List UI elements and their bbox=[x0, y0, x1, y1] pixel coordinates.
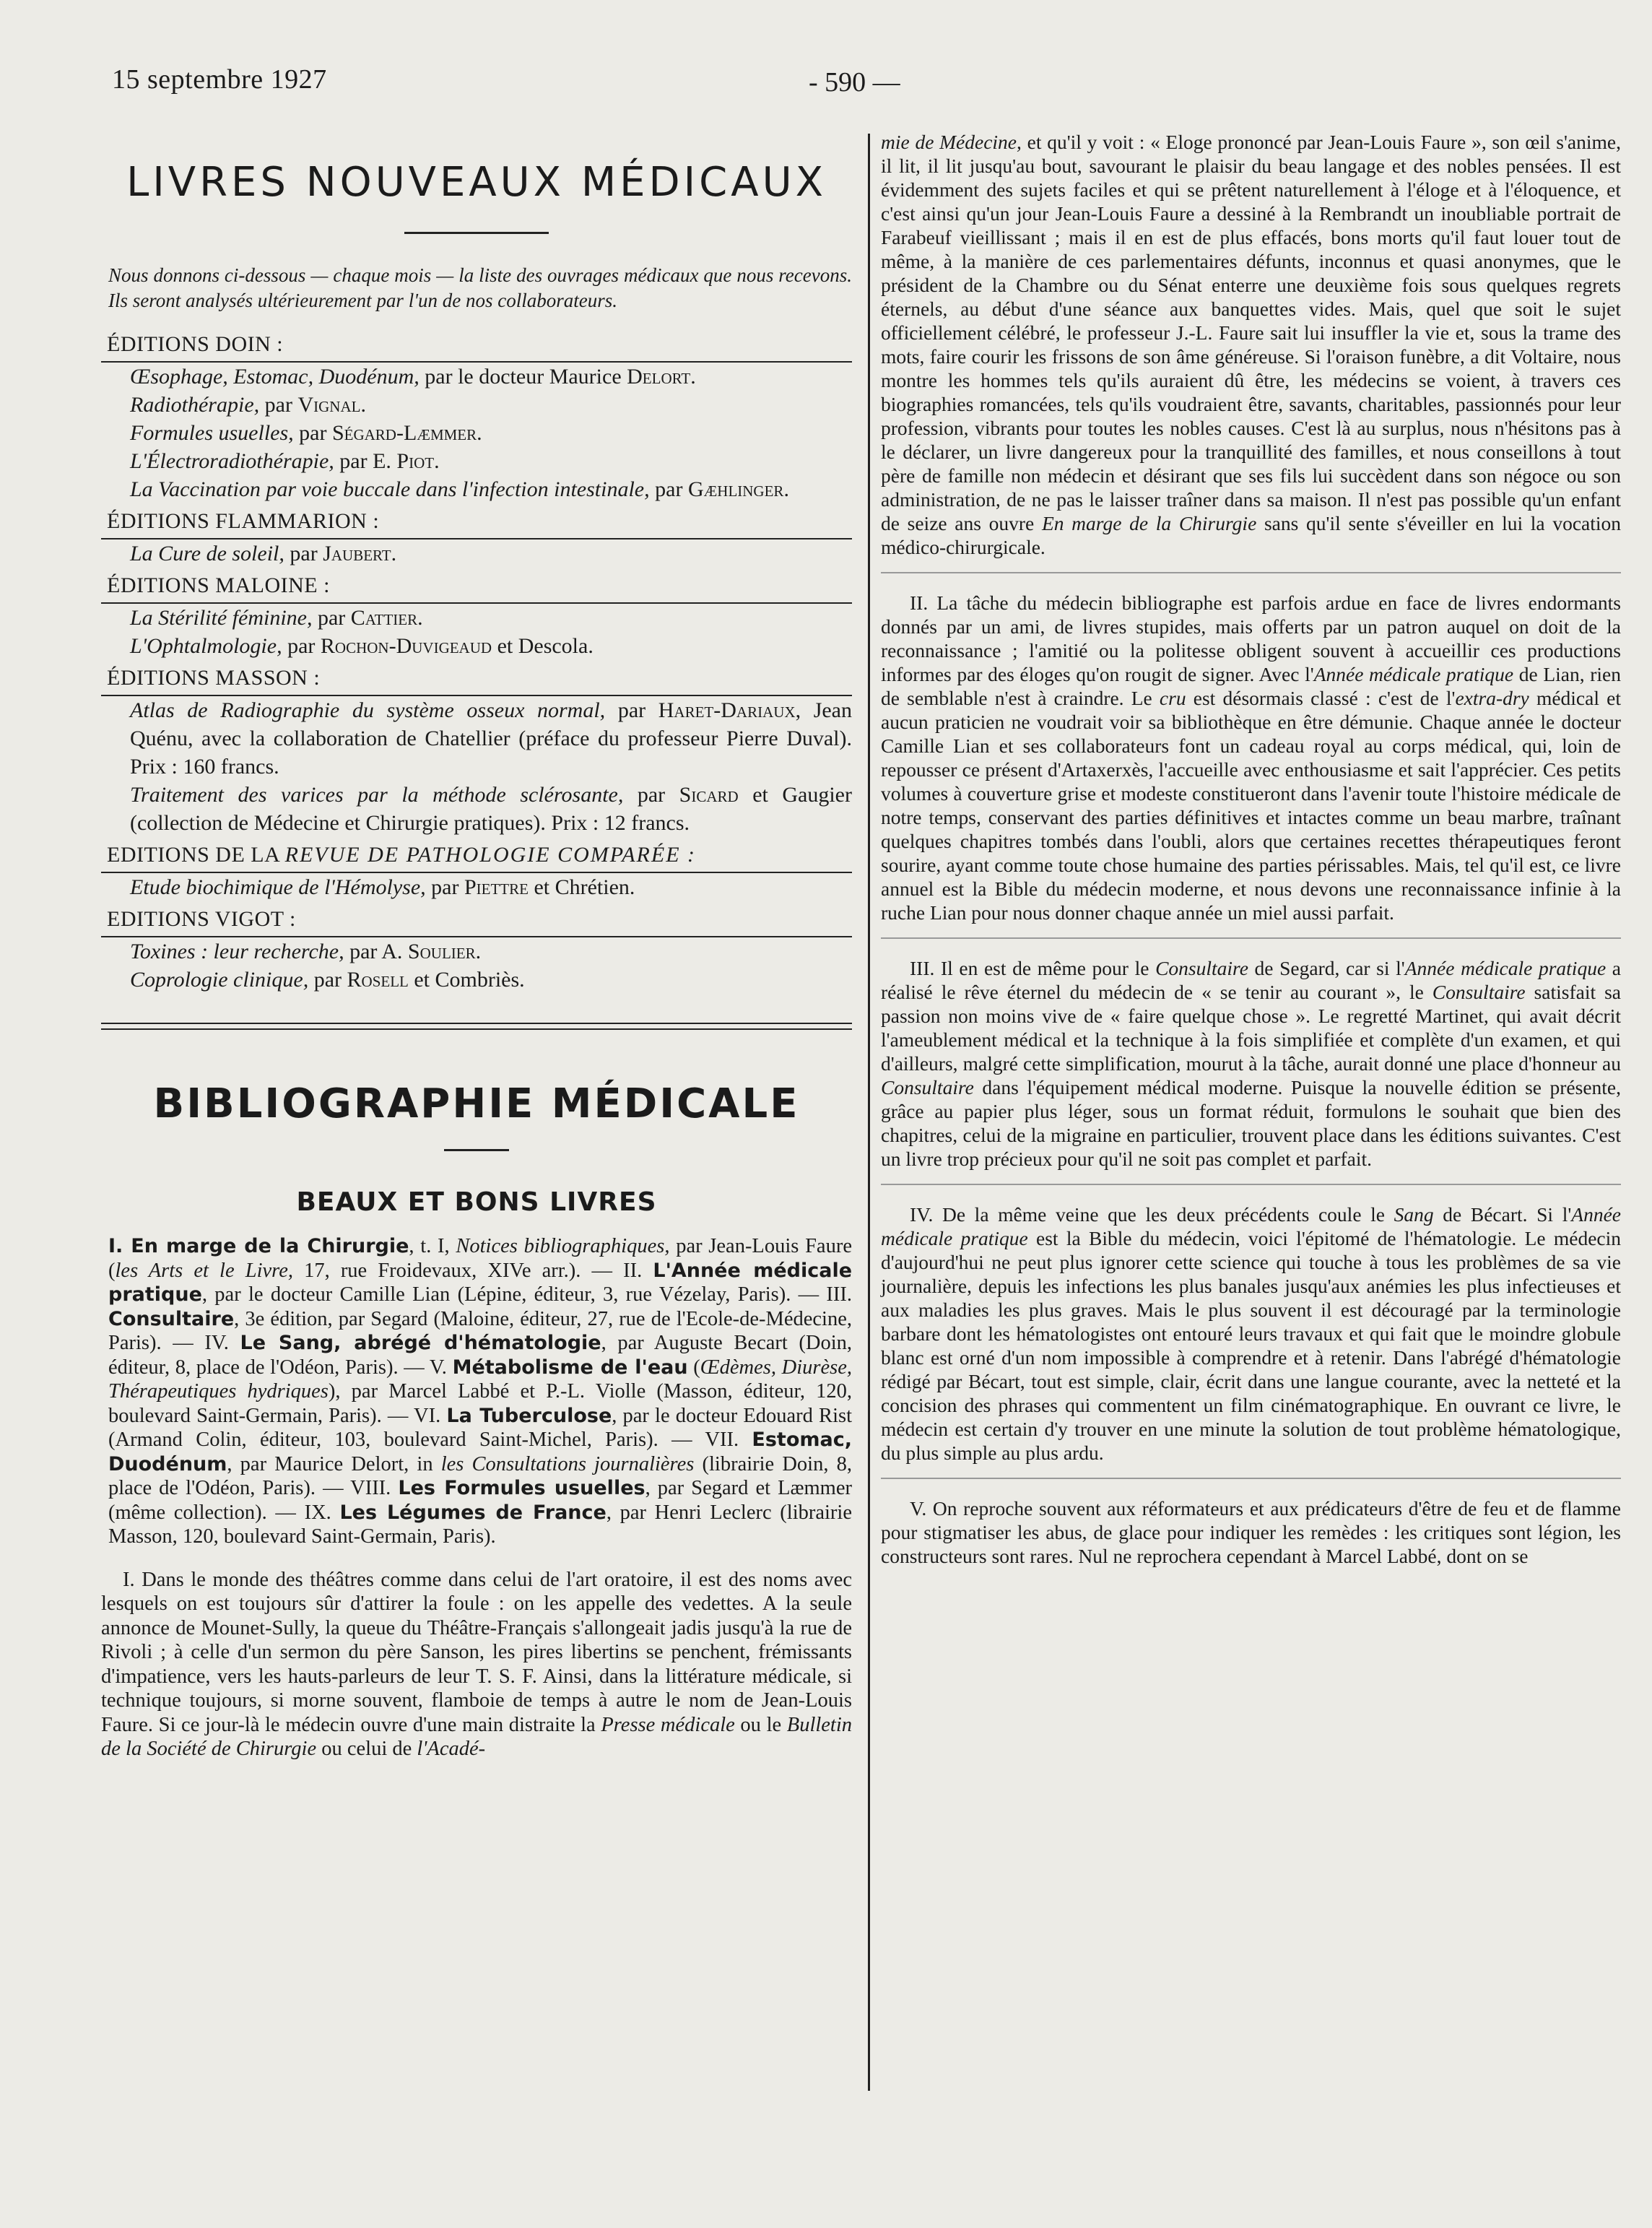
page-number: - 590 — bbox=[809, 67, 900, 97]
book-entry: Atlas de Radiographie du système osseux normal, par Haret-Dariaux, Jean Quénu, avec la collaboration de Chatellier (préface du professeur Pierre Duval). Prix : 160 francs. bbox=[130, 698, 852, 779]
italic-text: l'Acadé- bbox=[417, 1738, 486, 1760]
column-divider bbox=[868, 134, 870, 2091]
book-author: Piot bbox=[396, 449, 435, 473]
book-entry: L'Ophtalmologie, par Rochon-Duvigeaud et Descola. bbox=[130, 634, 594, 658]
paragraph-separator bbox=[881, 937, 1621, 939]
book-entry: La Stérilité féminine, par Cattier. bbox=[130, 606, 423, 630]
italic-text: Année médicale pratique bbox=[881, 1203, 1622, 1249]
right-column bbox=[881, 130, 1621, 1568]
review-paragraph: III. Il en est de même pour le Consultaire de Segard, car si l'Année médicale pratique a réalisé le rêve éternel du médecin de « se tenir au courant », le Consultaire satisfait sa passion non moins vive de « faire quelque chose ». Le regretté Martinet, qui avait décrit l'ameublement médical et la technique à la fois simplifiée et complète d'un examen, et qui d'ailleurs, malgré cette simplification, mourut à la tâche, aurait donné une place d'honneur au Consultaire dans l'équipement médical moderne. Puisque la nouvelle édition se présente, grâce au papier plus léger, sous un format réduit, formulons le souhait que bien des chapitres, celui de la migraine en particulier, trouvent place dans les éditions suivantes. C'est un livre trop précieux pour qu'il ne soit pas complet et parfait. bbox=[881, 957, 1621, 1170]
book-title: Œsophage, Estomac, Duodénum, bbox=[130, 365, 419, 389]
book-title: Coprologie clinique, bbox=[130, 968, 309, 992]
book-title: Toxines : leur recherche, bbox=[130, 940, 344, 963]
italic-text: Presse médicale bbox=[601, 1713, 735, 1736]
book-title: L'Électroradiothérapie, bbox=[130, 449, 334, 473]
book-author: Sicard bbox=[679, 783, 739, 807]
book-title: Etude biochimique de l'Hémolyse, bbox=[130, 875, 426, 899]
book-title: Consultaire bbox=[108, 1307, 235, 1330]
publisher-journal-name: REVUE DE PATHOLOGIE COMPARÉE : bbox=[284, 843, 697, 867]
livres-intro: Nous donnons ci-dessous — chaque mois — la liste des ouvrages médicaux que nous recevons. Ils seront analysés ultérieurement par l'un de nos collaborateurs. bbox=[108, 264, 852, 311]
book-author: Vignal bbox=[297, 393, 361, 417]
book-title: Les Formules usuelles bbox=[398, 1477, 645, 1499]
book-title: Estomac, Duodénum bbox=[108, 1429, 852, 1475]
bibliographie-title: BIBLIOGRAPHIE MÉDICALE bbox=[153, 1080, 800, 1127]
book-author: Gæhlinger bbox=[687, 477, 784, 501]
book-title: Les Légumes de France bbox=[339, 1501, 607, 1524]
book-title: Radiothérapie, bbox=[130, 393, 260, 417]
header-date: 15 septembre 1927 bbox=[112, 64, 327, 95]
italic-text: mie de Médecine, bbox=[881, 131, 1022, 153]
italic-text: Bulletin de la Société de Chirurgie bbox=[101, 1713, 853, 1760]
italic-text: Année médicale pratique bbox=[1404, 957, 1607, 979]
italic-text: les Arts et le Livre, bbox=[115, 1259, 293, 1282]
review-paragraph: II. La tâche du médecin bibliographe est parfois ardue en face de livres endormants donnés par un ami, de livres stupides, mais offerts par un patron auquel on doit de la reconnaissance ; l'amitié ou la politesse obligent souvent à accueillir ces productions informes par des éloges qu'on rougit de signer. Avec l'Année médicale pratique de Lian, rien de semblable n'est à craindre. Le cru est désormais classé : c'est de l'extra-dry médical et aucun praticien ne voudrait voir sa bibliothèque en être démunie. Chaque année le docteur Camille Lian et ses collaborateurs font un cadeau royal au corps médical, qui, loin de repousser ce présent d'Artaxerxès, l'accueille avec enthousiasme et sait l'apprécier. Ces petits volumes à couverture grise et modeste constitueront dans l'avenir toute l'histoire médicale de notre temps, conservant des parties définitives et intactes comme un beau marbre, traînant quelques chapitres tombés dans l'oubli, alors que certaines recettes thérapeutiques feront sourire, ayant comme toute chose humaine des parties périssables. Mais, tel qu'il est, ce livre annuel est la Bible du médecin moderne, et nous devons une reconnaissance infinie à la ruche Lian pour nous donner chaque année un miel aussi parfait. bbox=[881, 591, 1622, 924]
italic-text: Notices bibliographiques, bbox=[456, 1235, 670, 1257]
review-paragraph: mie de Médecine, et qu'il y voit : « Eloge prononcé par Jean-Louis Faure », son œil s'anime, il lit, il lit jusqu'au bout, savourant le plaisir du beau langage et des nobles pensées. Il est évidemment des sujets faciles et qui se prêtent naturellement à l'éloge et à l'éloquence, et c'est ainsi qu'un jour Jean-Louis Faure a dessiné à la Rembrandt un inoubliable portrait de Farabeuf vieillissant ; mais il en est de plus effacés, bons morts qu'il faut louer tout de même, à la manière de ces parlementaires défunts, inconnus et quasi anonymes, que le président de la Chambre ou du Sénat enterre une deuxième fois sous quelques regrets éternels, au début d'une séance aux banquettes vides. Mais, quel que soit le sujet officiellement célébré, le professeur J.-L. Faure sait lui insuffler la vie et, sous la trame des mots, faire courir les frissons de son âme généreuse. Si l'oraison funèbre, a dit Voltaire, nous montre les hommes tels qu'ils auraient dû être, les médecins se voient, à travers ces biographies romancées, tels qu'ils voudraient être, savants, charitables, passionnés pour leur profession, vibrants pour toutes les nobles causes. C'est là au surplus, nous n'hésitons pas à le déclarer, un livre dangereux pour la tranquillité des familles, et nous conseillons à tout père de famille non médecin et désirant que ses fils lui succèdent dans son négoce ou son administration, de ne pas le laisser traîner dans sa maison. Il n'est pas possible qu'un enfant de seize ans ouvre En marge de la Chirurgie sans qu'il sente s'éveiller en lui la vocation médico-chirurgicale. bbox=[881, 131, 1622, 558]
book-entry: La Vaccination par voie buccale dans l'infection intestinale, par Gæhlinger. bbox=[130, 477, 789, 501]
book-entry: Œsophage, Estomac, Duodénum, par le docteur Maurice Delort. bbox=[130, 365, 696, 389]
book-entry: Coprologie clinique, par Rosell et Combriès. bbox=[130, 968, 525, 992]
publisher-list bbox=[101, 326, 852, 994]
title-rule bbox=[404, 232, 549, 234]
italic-text: Consultaire bbox=[881, 1076, 974, 1098]
review-paragraph: IV. De la même veine que les deux précédents coule le Sang de Bécart. Si l'Année médicale pratique est la Bible du médecin, voici l'épitomé de l'hématologie. Le médecin d'aujourd'hui ne peut plus ignorer cette science qui touche à tous les problèmes de sa vie journalière, depuis les infections les plus banales jusqu'aux anémies les plus infectieuses et aux maladies les plus graves. Mais le plus souvent il est découragé par la terminologie barbare dont les hématologistes ont entouré leurs travaux et qui fait que le moindre globule blanc est orné d'un nom impossible à comprendre et à retenir. Dans l'abrégé d'hématologie rédigé par Bécart, tout est simple, clair, écrit dans une langue courante, avec la netteté et la concision des phrases qui commentent un film cinématographique. En ouvrant ce livre, le médecin est certain d'y trouver en une minute la solution de tout problème hématologique, du plus simple au plus ardu. bbox=[881, 1203, 1622, 1464]
book-entry: La Cure de soleil, par Jaubert. bbox=[130, 542, 397, 565]
book-list: I. En marge de la Chirurgie, t. I, Notices bibliographiques, par Jean-Louis Faure (les Arts et le Livre, 17, rue Froidevaux, XIVe arr.). — II. L'Année médicale pratique, par le docteur Camille Lian (Lépine, éditeur, 3, rue Vézelay, Paris). — III. Consultaire, 3e édition, par Segard (Maloine, éditeur, 27, rue de l'Ecole-de-Médecine, Paris). — IV. Le Sang, abrégé d'hématologie, par Auguste Becart (Doin, éditeur, 8, place de l'Odéon, Paris). — V. Métabolisme de l'eau (Œdèmes, Diurèse, Thérapeutiques hydriques), par Marcel Labbé et P.-L. Violle (Masson, éditeur, 120, boulevard Saint-Germain, Paris). — VI. La Tuberculose, par le docteur Edouard Rist (Armand Colin, éditeur, 103, boulevard Saint-Michel, Paris). — VII. Estomac, Duodénum, par Maurice Delort, in les Consultations journalières (librairie Doin, 8, place de l'Odéon, Paris). — VIII. Les Formules usuelles, par Segard et Læmmer (même collection). — IX. Les Légumes de France, par Henri Leclerc (librairie Masson, 120, boulevard Saint-Germain, Paris). bbox=[108, 1235, 853, 1548]
book-title: Le Sang, abrégé d'hématologie bbox=[240, 1332, 601, 1354]
book-author: Rochon-Duvigeaud bbox=[320, 634, 492, 658]
book-author: Cattier bbox=[350, 606, 418, 630]
book-author: Soulier bbox=[407, 940, 476, 963]
book-entry: Etude biochimique de l'Hémolyse, par Piettre et Chrétien. bbox=[130, 875, 635, 899]
title-rule bbox=[444, 1149, 509, 1151]
italic-text: cru bbox=[1159, 687, 1186, 709]
italic-text: les Consultations journalières bbox=[440, 1452, 695, 1475]
bibliographie-subtitle: BEAUX ET BONS LIVRES bbox=[296, 1187, 657, 1217]
book-author: Ségard-Læmmer bbox=[331, 421, 477, 445]
paragraph-separator bbox=[881, 1478, 1621, 1479]
left-column bbox=[101, 137, 852, 1761]
italic-text: extra-dry bbox=[1455, 687, 1529, 709]
book-author: Jaubert bbox=[323, 542, 391, 565]
book-author: Haret-Dariaux bbox=[658, 698, 796, 722]
book-entry: Formules usuelles, par Ségard-Læmmer. bbox=[130, 421, 482, 445]
book-title: Formules usuelles, bbox=[130, 421, 294, 445]
italic-text: Consultaire bbox=[1155, 957, 1248, 979]
review-paragraph: V. On reproche souvent aux réformateurs et aux prédicateurs d'être de feu et de flamme pour stigmatiser les abus, de glace pour indiquer les remèdes : les critiques sont légion, les constructeurs sont rares. Nul ne reprochera cependant à Marcel Labbé, dont on se bbox=[881, 1497, 1621, 1567]
publisher-heading: EDITIONS VIGOT : bbox=[101, 901, 852, 937]
italic-text: Consultaire bbox=[1432, 981, 1526, 1003]
book-title: La Vaccination par voie buccale dans l'infection intestinale, bbox=[130, 477, 650, 501]
book-author: Rosell bbox=[347, 968, 409, 992]
book-entry: L'Électroradiothérapie, par E. Piot. bbox=[130, 449, 440, 473]
book-title: Traitement des varices par la méthode sclérosante, bbox=[130, 783, 624, 807]
publisher-heading: ÉDITIONS MASSON : bbox=[101, 660, 852, 696]
book-title: La Cure de soleil, bbox=[130, 542, 284, 565]
paragraph-separator bbox=[881, 572, 1621, 573]
italic-text: Œdèmes, Diurèse, Thérapeutiques hydriques bbox=[108, 1356, 852, 1403]
review-paragraph-1: I. Dans le monde des théâtres comme dans celui de l'art oratoire, il est des noms avec lesquels on est toujours sûr d'attirer la foule : on les appelle des vedettes. A la seule annonce de Mounet-Sully, la queue du Théâtre-Français s'allongeait jadis jusqu'à la rue de Rivoli ; à celle d'un sermon du père Sanson, les pires libertins se penchent, frémissants d'impatience, vers les hauts-parleurs de leur T. S. F. Ainsi, dans la littérature médicale, si technique toujours, si morne souvent, flamboie de temps à autre le nom de Jean-Louis Faure. Si ce jour-là le médecin ouvre d'une main distraite la Presse médicale ou le Bulletin de la Société de Chirurgie ou celui de l'Acadé- bbox=[101, 1568, 853, 1760]
book-title: Métabolisme de l'eau bbox=[452, 1356, 688, 1379]
publisher-heading: ÉDITIONS FLAMMARION : bbox=[101, 503, 852, 539]
book-title: I. En marge de la Chirurgie bbox=[108, 1235, 409, 1257]
book-entry: Traitement des varices par la méthode sclérosante, par Sicard et Gaugier (collection de Médecine et Chirurgie pratiques). Prix : 12 francs. bbox=[130, 783, 852, 835]
book-entry: Radiothérapie, par Vignal. bbox=[130, 393, 366, 417]
book-title: La Tuberculose bbox=[446, 1404, 612, 1427]
italic-text: Année médicale pratique bbox=[1313, 663, 1514, 685]
italic-text: Sang bbox=[1394, 1203, 1434, 1226]
book-author: Piettre bbox=[464, 875, 529, 899]
livres-title: LIVRES NOUVEAUX MÉDICAUX bbox=[126, 159, 827, 206]
book-title: La Stérilité féminine, bbox=[130, 606, 313, 630]
book-title: L'Année médicale pratique bbox=[108, 1259, 853, 1306]
book-title: Atlas de Radiographie du système osseux normal, bbox=[130, 698, 606, 722]
publisher-heading: ÉDITIONS MALOINE : bbox=[101, 568, 852, 604]
book-title: L'Ophtalmologie, bbox=[130, 634, 282, 658]
book-author: Delort bbox=[627, 365, 691, 389]
italic-text: En marge de la Chirurgie bbox=[1041, 512, 1257, 534]
paragraph-separator bbox=[881, 1184, 1621, 1185]
book-entry: Toxines : leur recherche, par A. Soulier. bbox=[130, 940, 482, 963]
publisher-heading: EDITIONS DE LA REVUE DE PATHOLOGIE COMPARÉE : bbox=[101, 837, 852, 873]
section-divider bbox=[101, 1023, 852, 1030]
publisher-heading: ÉDITIONS DOIN : bbox=[101, 326, 852, 363]
